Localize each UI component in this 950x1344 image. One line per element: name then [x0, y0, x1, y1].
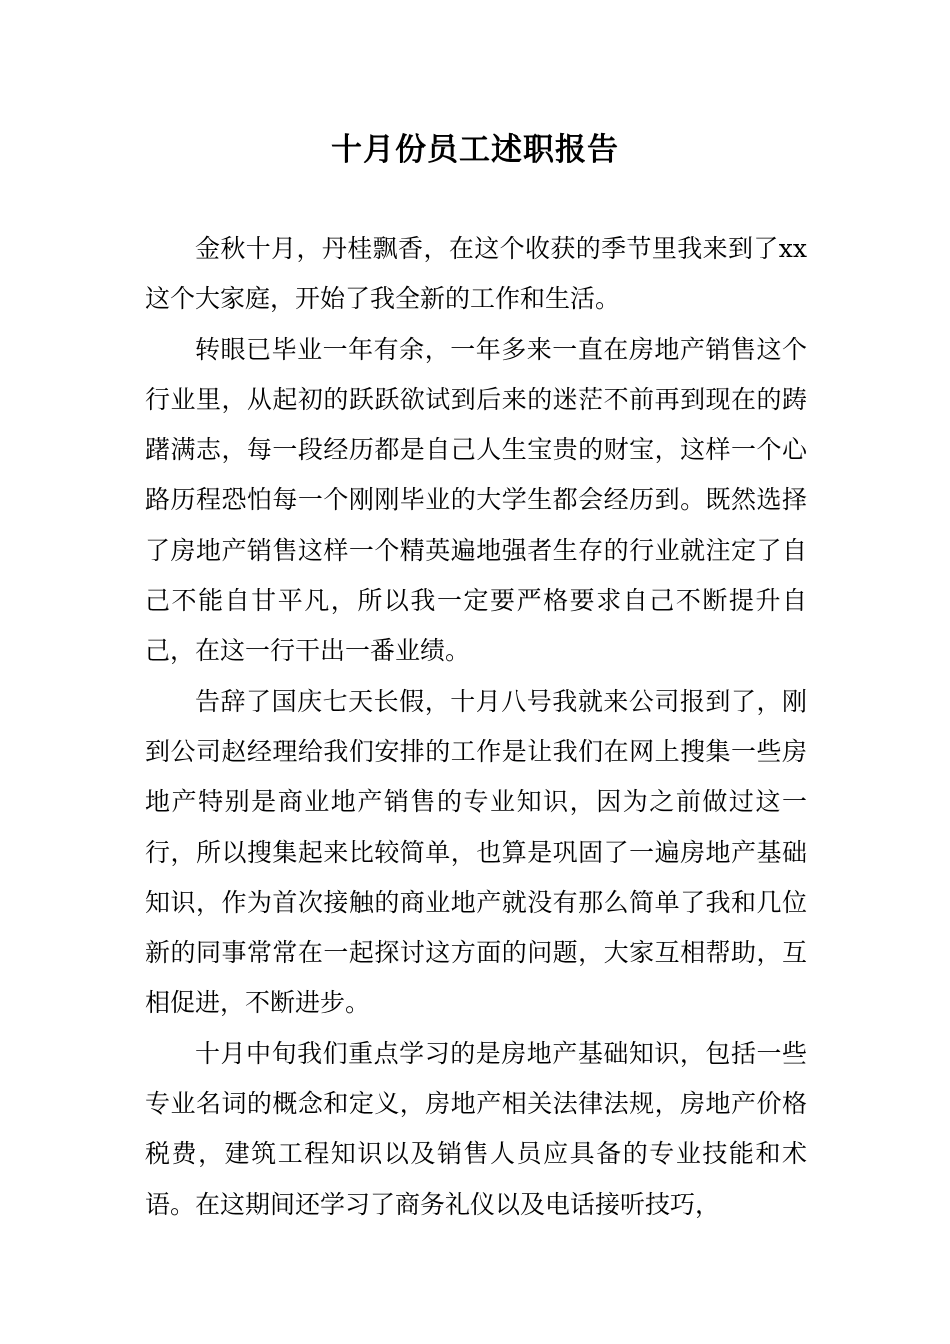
document-title: 十月份员工述职报告	[331, 132, 619, 168]
paragraph: 转眼已毕业一年有余，一年多来一直在房地产销售这个行业里，从起初的跃跃欲试到后来的迷茫不前再到现在的踌躇满志，每一段经历都是自己人生宝贵的财宝，这样一个心路历程恐怕每一个刚刚毕业的大学生都会经历到。既然选择了房地产销售这样一个精英遍地强者生存的行业就注定了自己不能自甘平凡，所以我一定要严格要求自己不断提升自己，在这一行干出一番业绩。	[145, 334, 807, 666]
paragraph: 金秋十月，丹桂飘香，在这个收获的季节里我来到了xx这个大家庭，开始了我全新的工作和生活。	[145, 234, 807, 314]
paragraph: 告辞了国庆七天长假，十月八号我就来公司报到了，刚到公司赵经理给我们安排的工作是让我们在网上搜集一些房地产特别是商业地产销售的专业知识，因为之前做过这一行，所以搜集起来比较简单，也算是巩固了一遍房地产基础知识，作为首次接触的商业地产就没有那么简单了我和几位新的同事常常在一起探讨这方面的问题，大家互相帮助，互相促进，不断进步。	[145, 686, 807, 1018]
paragraph: 十月中旬我们重点学习的是房地产基础知识，包括一些专业名词的概念和定义，房地产相关法律法规，房地产价格税费，建筑工程知识以及销售人员应具备的专业技能和术语。在这期间还学习了商务礼仪以及电话接听技巧，	[145, 1038, 807, 1219]
document-body	[145, 224, 807, 1230]
